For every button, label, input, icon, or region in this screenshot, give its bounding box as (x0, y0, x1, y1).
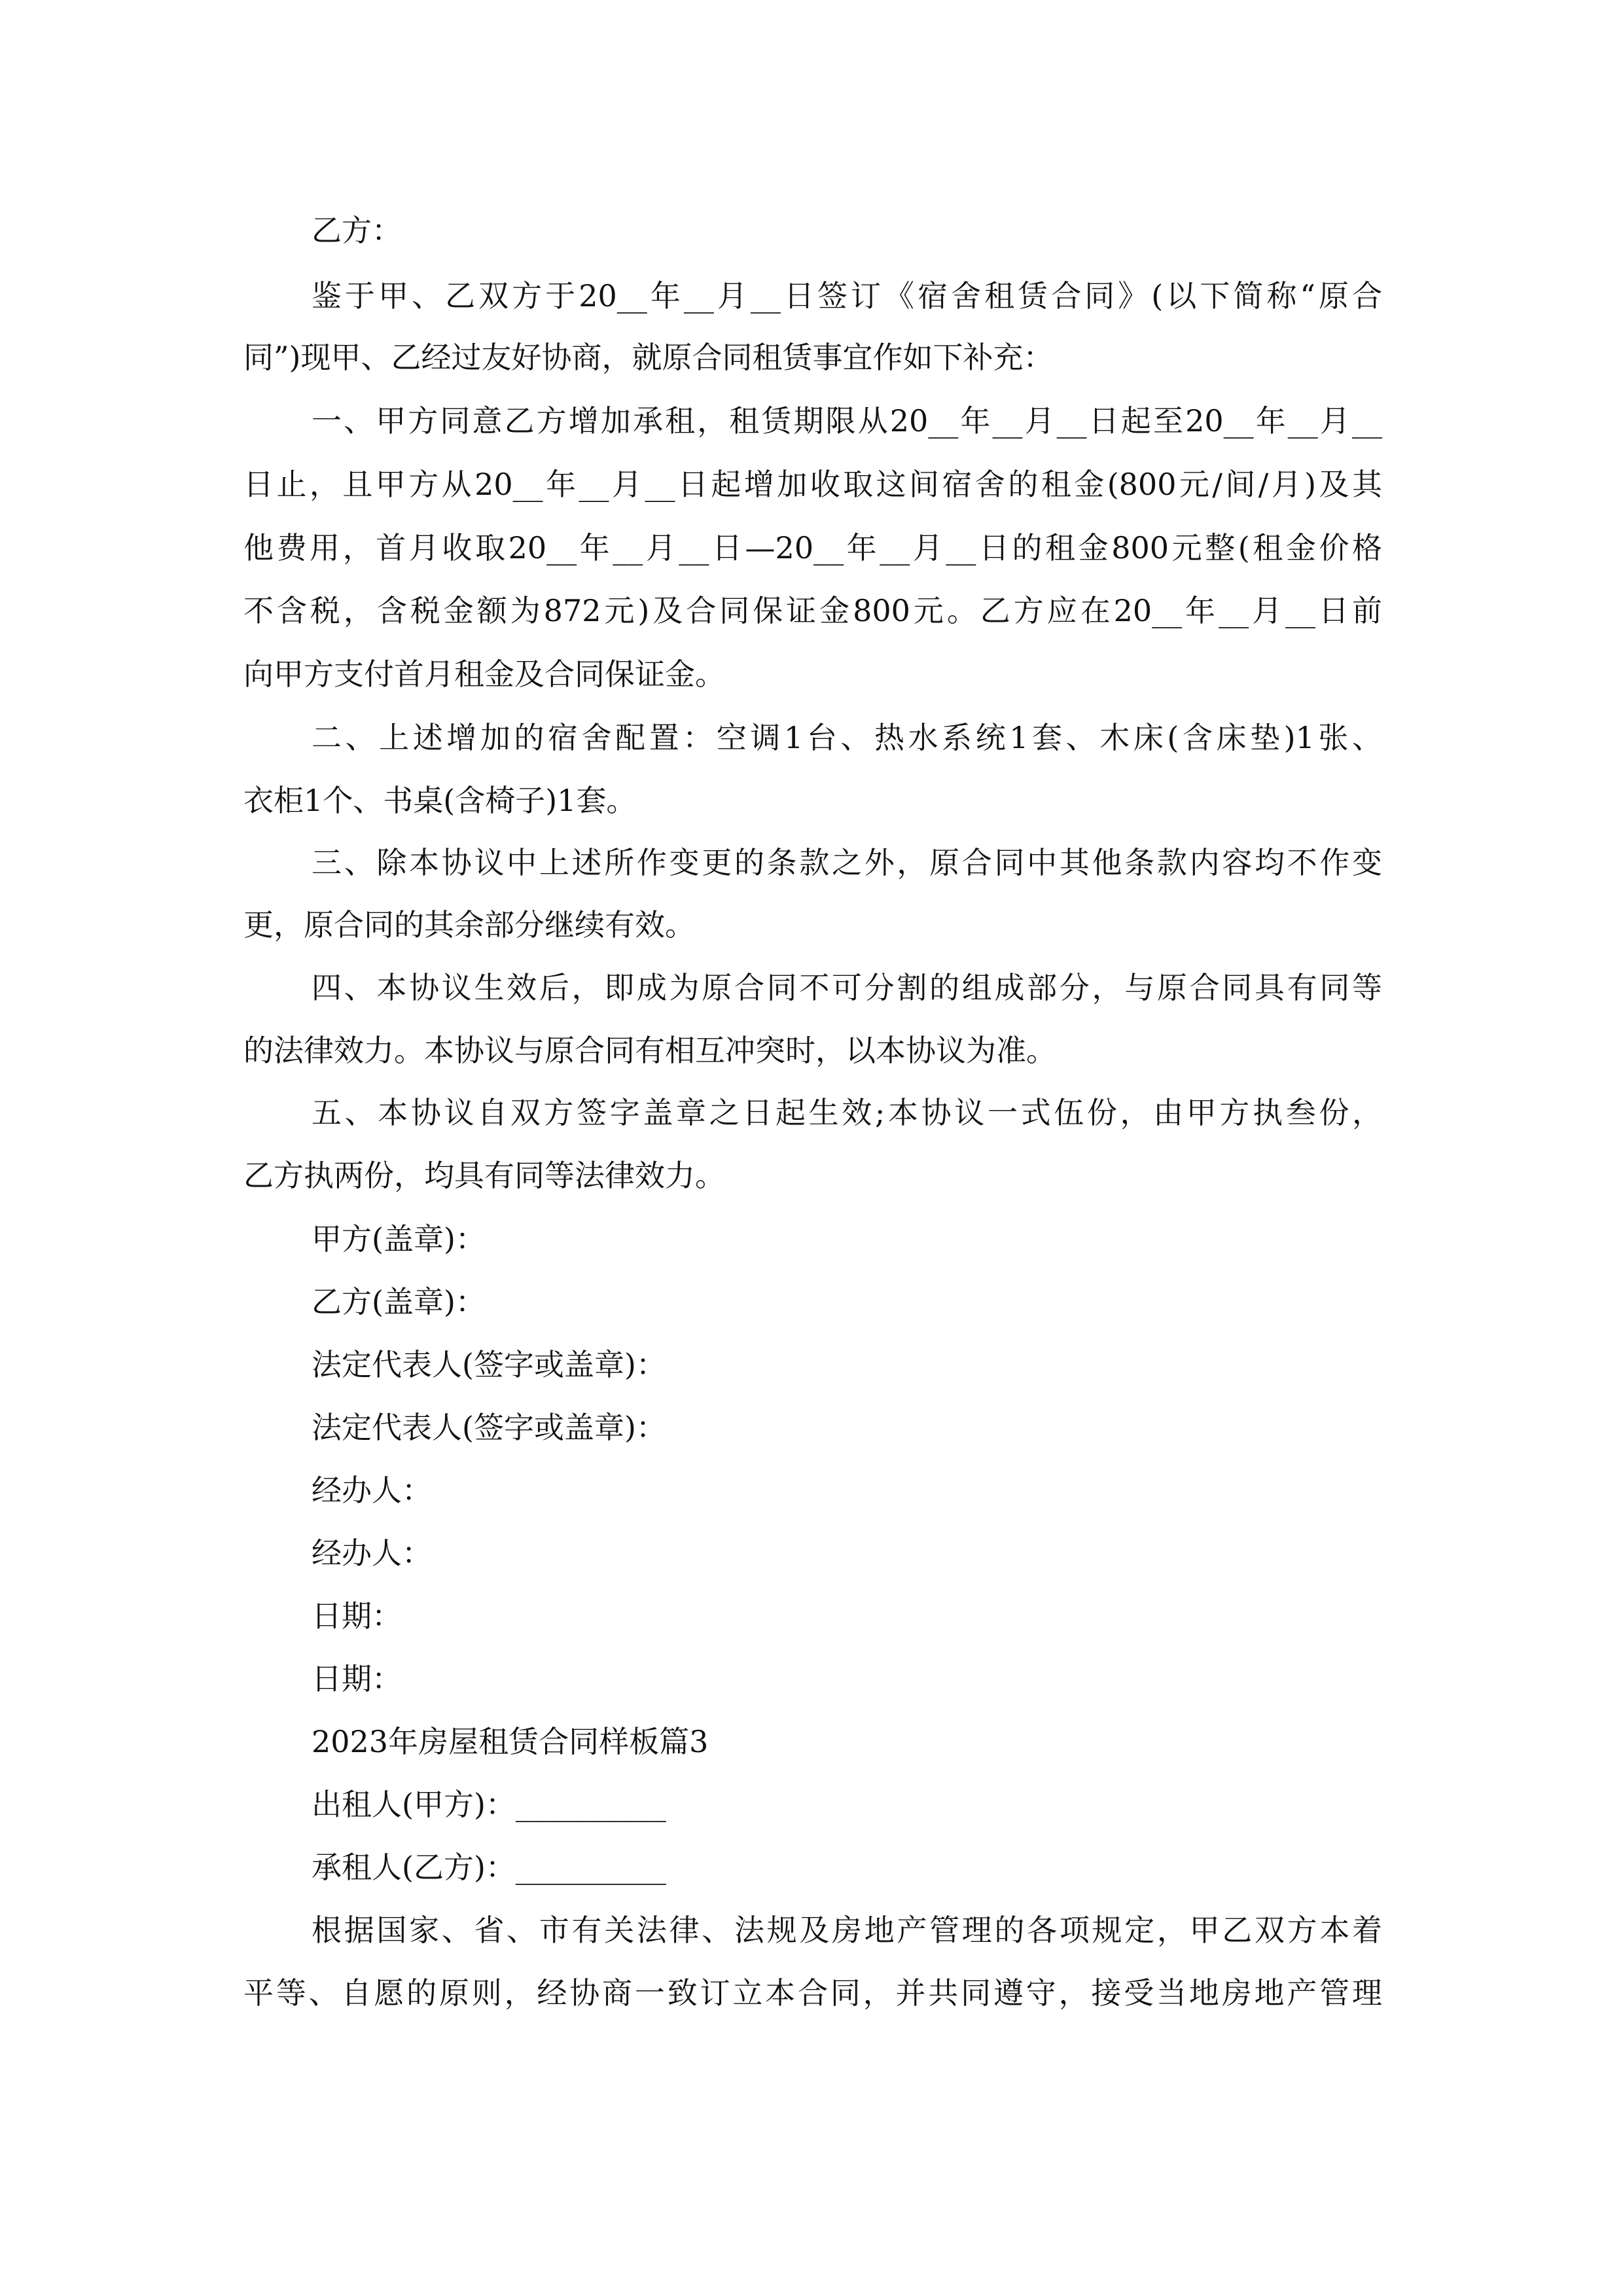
signature-legal-rep-a: 法定代表人(签字或盖章)： (312, 1347, 666, 1382)
signature-date-a: 日期： (312, 1598, 402, 1634)
clause-1-line-4: 不含税，含税金额为872元)及合同保证金800元。乙方应在20__年__月__日前 (243, 593, 1382, 628)
signature-date-b: 日期： (312, 1661, 402, 1696)
signature-handler-a: 经办人： (312, 1473, 432, 1508)
clause-1-line-1: 一、甲方同意乙方增加承租，租赁期限从20__年__月__日起至20__年__月__ (312, 403, 1382, 439)
section-heading: 2023年房屋租赁合同样板篇3 (312, 1724, 709, 1759)
signature-party-b-seal: 乙方(盖章)： (312, 1284, 486, 1319)
lessee-line: 承租人(乙方)：__________ (312, 1850, 666, 1885)
lessor-line: 出租人(甲方)：__________ (312, 1787, 666, 1822)
contract-preamble-line-1: 根据国家、省、市有关法律、法规及房地产管理的各项规定，甲乙双方本着 (312, 1912, 1382, 1948)
signature-legal-rep-b: 法定代表人(签字或盖章)： (312, 1410, 666, 1445)
clause-4-line-2: 的法律效力。本协议与原合同有相互冲突时，以本协议为准。 (243, 1033, 1056, 1068)
clause-3-line-2: 更，原合同的其余部分继续有效。 (243, 907, 695, 942)
contract-preamble-line-2: 平等、自愿的原则，经协商一致订立本合同，并共同遵守，接受当地房地产管理 (243, 1975, 1382, 2011)
clause-3-line-1: 三、除本协议中上述所作变更的条款之外，原合同中其他条款内容均不作变 (312, 845, 1382, 880)
clause-2-line-1: 二、上述增加的宿舍配置：空调1台、热水系统1套、木床(含床垫)1张、 (312, 720, 1382, 755)
intro-paragraph-line-2: 同”)现甲、乙经过友好协商，就原合同租赁事宜作如下补充： (243, 340, 1054, 375)
signature-handler-b: 经办人： (312, 1535, 432, 1571)
clause-5-line-2: 乙方执两份，均具有同等法律效力。 (243, 1158, 725, 1193)
party-b-line: 乙方： (312, 213, 402, 248)
intro-paragraph-line-1: 鉴于甲、乙双方于20__年__月__日签订《宿舍租赁合同》(以下简称“原合 (312, 278, 1382, 314)
clause-4-line-1: 四、本协议生效后，即成为原合同不可分割的组成部分，与原合同具有同等 (312, 970, 1382, 1005)
clause-5-line-1: 五、本协议自双方签字盖章之日起生效;本协议一式伍份，由甲方执叁份， (312, 1095, 1382, 1130)
clause-2-line-2: 衣柜1个、书桌(含椅子)1套。 (243, 783, 637, 818)
clause-1-line-2: 日止，且甲方从20__年__月__日起增加收取这间宿舍的租金(800元/间/月)及其 (243, 467, 1382, 502)
signature-party-a-seal: 甲方(盖章)： (312, 1221, 486, 1257)
clause-1-line-5: 向甲方支付首月租金及合同保证金。 (243, 656, 725, 692)
clause-1-line-3: 他费用，首月收取20__年__月__日—20__年__月__日的租金800元整(租金价格 (243, 530, 1382, 565)
